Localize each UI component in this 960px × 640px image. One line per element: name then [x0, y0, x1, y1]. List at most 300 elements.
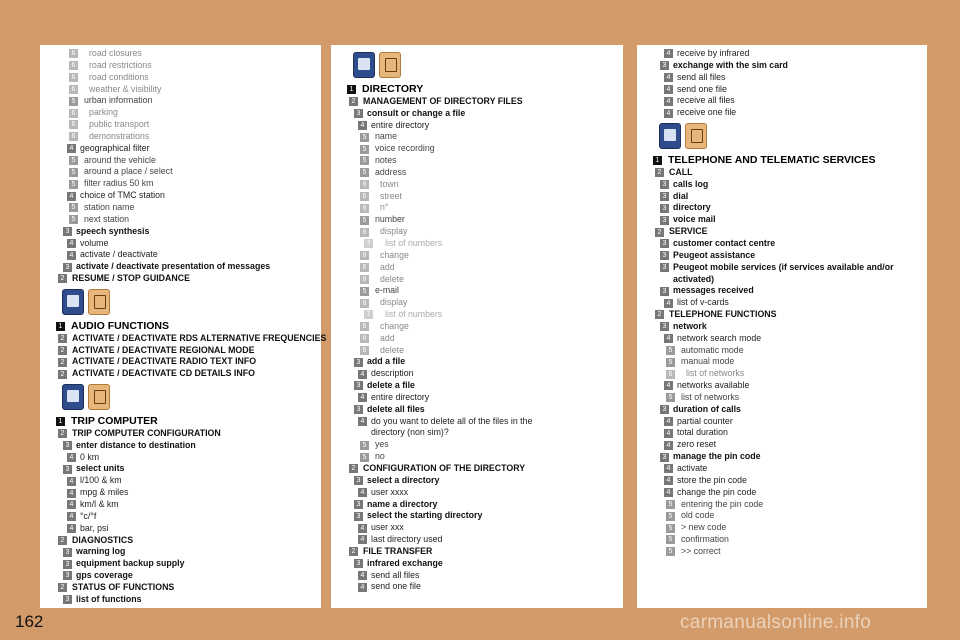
level-badge: 6: [360, 180, 369, 189]
level-badge: 3: [354, 512, 363, 521]
function-icon: [685, 123, 707, 149]
menu-item-level-4: [637, 72, 927, 84]
menu-item-level-2: [40, 582, 321, 594]
menu-item-level-4: [637, 463, 927, 475]
menu-item-level-3: [637, 191, 927, 203]
menu-item-label: infrared exchange: [367, 557, 443, 568]
level-badge: 1: [653, 156, 662, 165]
menu-item-level-3: [40, 261, 321, 273]
level-badge: 6: [69, 85, 78, 94]
menu-item-level-6: [331, 226, 623, 238]
menu-item-level-2: [331, 463, 623, 475]
menu-item-label: weather & visibility: [89, 83, 162, 94]
function-icon: [88, 384, 110, 410]
menu-item-level-5: [637, 510, 927, 522]
menu-item-level-6: [40, 60, 321, 72]
menu-item-level-3: [331, 499, 623, 511]
menu-item-level-6: [40, 107, 321, 119]
menu-item-label: Peugeot assistance: [673, 249, 756, 260]
menu-item-level-3: [331, 404, 623, 416]
menu-item-label: TRIP COMPUTER: [71, 415, 158, 428]
level-badge: 6: [69, 61, 78, 70]
level-badge: 6: [360, 334, 369, 343]
menu-item-label: last directory used: [371, 534, 443, 545]
level-badge: 4: [664, 109, 673, 118]
level-badge: 4: [358, 488, 367, 497]
menu-item-label: next station: [84, 213, 129, 224]
level-badge: 3: [660, 322, 669, 331]
menu-item-label: add: [380, 261, 395, 272]
menu-item-label: ACTIVATE / DEACTIVATE RDS ALTERNATIVE FREQUENCIES: [72, 332, 327, 343]
menu-item-label: store the pin code: [677, 474, 747, 485]
menu-item-label: parking: [89, 107, 118, 118]
menu-item-level-4: [40, 190, 321, 202]
level-badge: 3: [354, 500, 363, 509]
level-badge: 6: [360, 192, 369, 201]
level-badge: 5: [360, 133, 369, 142]
menu-item-level-4: [637, 333, 927, 345]
menu-item-level-3: [331, 558, 623, 570]
level-badge: 3: [63, 465, 72, 474]
level-badge: 4: [67, 453, 76, 462]
menu-item-label: select a directory: [367, 474, 440, 485]
menu-item-level-6: [331, 274, 623, 286]
menu-item-label: activated): [673, 273, 715, 284]
level-badge: 3: [660, 61, 669, 70]
menu-item-label: list of networks: [681, 391, 740, 402]
menu-item-level-4: [331, 416, 623, 428]
level-badge: 2: [655, 228, 664, 237]
menu-item-label: TELEPHONE AND TELEMATIC SERVICES: [668, 154, 876, 167]
menu-item-label: manage the pin code: [673, 451, 761, 462]
level-badge: 3: [354, 109, 363, 118]
menu-item-label: send all files: [371, 569, 420, 580]
menu-item-label: DIAGNOSTICS: [72, 534, 134, 545]
menu-item-level-7: [331, 238, 623, 250]
page-number: 162: [15, 612, 44, 631]
level-badge: 3: [63, 441, 72, 450]
level-badge: 2: [58, 536, 67, 545]
menu-item-label: exchange with the sim card: [673, 59, 788, 70]
level-badge: 3: [660, 263, 669, 272]
menu-item-level-4: [331, 392, 623, 404]
menu-item-label: list of v-cards: [677, 297, 729, 308]
menu-item-label: change the pin code: [677, 486, 757, 497]
level-badge: 3: [354, 405, 363, 414]
menu-item-level-3: [331, 108, 623, 120]
menu-item-level-1: [40, 321, 321, 333]
menu-item-label: Peugeot mobile services (if services available and/or: [673, 261, 894, 272]
level-badge: 4: [67, 144, 76, 153]
menu-item-label: SERVICE: [669, 226, 708, 237]
menu-item-label: CONFIGURATION OF THE DIRECTORY: [363, 463, 526, 473]
level-badge: 5: [69, 215, 78, 224]
menu-item-label: >> correct: [681, 545, 721, 556]
menu-item-label: manual mode: [681, 356, 735, 367]
level-badge: 2: [58, 583, 67, 592]
menu-item-label: directory: [673, 202, 711, 213]
level-badge: 6: [360, 251, 369, 260]
menu-item-label: activate / deactivate presentation of messages: [76, 261, 271, 272]
menu-item-level-6: [331, 345, 623, 357]
menu-item-label: demonstrations: [89, 130, 150, 141]
menu-item-label: road conditions: [89, 71, 149, 82]
level-badge: 2: [58, 274, 67, 283]
menu-item-level-4: [40, 249, 321, 261]
level-badge: 4: [67, 500, 76, 509]
screen-icon: [62, 384, 84, 410]
level-badge: 2: [655, 168, 664, 177]
level-badge: 5: [360, 145, 369, 154]
level-badge: 2: [349, 547, 358, 556]
menu-item-label: dial: [673, 190, 689, 201]
menu-item-label: °c/°f: [80, 510, 97, 521]
level-badge: 5: [360, 168, 369, 177]
menu-item-level-6: [40, 84, 321, 96]
menu-item-level-6: [331, 250, 623, 262]
level-badge: 6: [360, 263, 369, 272]
screen-icon: [62, 289, 84, 315]
level-badge: 6: [360, 228, 369, 237]
menu-item-level-4: [40, 238, 321, 250]
level-badge: 4: [67, 489, 76, 498]
menu-item-level-4: [637, 416, 927, 428]
menu-item-label: CALL: [669, 166, 693, 177]
menu-item-label: km/l & km: [80, 499, 119, 509]
level-badge: 3: [63, 571, 72, 580]
menu-item-level-5: [40, 155, 321, 167]
menu-item-label: display: [380, 297, 408, 308]
menu-item-level-4: [637, 487, 927, 499]
menu-item-level-3: [331, 475, 623, 487]
menu-item-level-6: [40, 119, 321, 131]
menu-item-label: networks available: [677, 380, 750, 391]
menu-item-level-4: [637, 380, 927, 392]
menu-item-level-5: [40, 202, 321, 214]
watermark: carmanualsonline.info: [680, 612, 872, 633]
menu-item-label: 0 km: [80, 451, 100, 462]
menu-item-level-2: [637, 226, 927, 238]
menu-item-level-2: [40, 356, 321, 368]
menu-item-level-5: [40, 166, 321, 178]
level-badge: 6: [69, 49, 78, 58]
menu-item-level-5: [40, 214, 321, 226]
menu-item-label: l/100 & km: [80, 475, 122, 486]
menu-item-level-4: [331, 487, 623, 499]
level-badge: 2: [349, 464, 358, 473]
menu-item-label: change: [380, 249, 409, 260]
level-badge: 4: [664, 417, 673, 426]
screen-icon: [353, 52, 375, 78]
menu-item-label: FILE TRANSFER: [363, 545, 433, 556]
menu-item-level-6: [331, 321, 623, 333]
screen-icon: [659, 123, 681, 149]
menu-item-level-4: [331, 581, 623, 593]
menu-item-label: no: [375, 451, 385, 462]
menu-item-label: calls log: [673, 178, 709, 189]
menu-item-label: ACTIVATE / DEACTIVATE RADIO TEXT INFO: [72, 356, 257, 367]
level-badge: 6: [69, 120, 78, 129]
menu-item-label: activate / deactivate: [80, 249, 158, 260]
menu-item-level-3: [40, 463, 321, 475]
level-badge: 6: [666, 370, 675, 379]
level-badge: 5: [360, 453, 369, 462]
level-badge: 3: [660, 405, 669, 414]
level-badge: 2: [58, 370, 67, 379]
menu-item-level-4: [637, 297, 927, 309]
menu-item-level-5: [637, 392, 927, 404]
level-badge: 5: [666, 547, 675, 556]
level-badge: 7: [364, 310, 373, 319]
level-badge: 3: [354, 476, 363, 485]
menu-item-label: geographical filter: [80, 142, 150, 153]
menu-item-label: list of numbers: [385, 309, 443, 320]
menu-item-label: network search mode: [677, 332, 762, 343]
level-badge: 5: [666, 524, 675, 533]
menu-item-label: select units: [76, 463, 125, 474]
level-badge: 4: [358, 393, 367, 402]
menu-item-label: partial counter: [677, 415, 733, 426]
section-icons: [331, 48, 623, 84]
level-badge: 3: [660, 287, 669, 296]
menu-item-level-2: [331, 96, 623, 108]
menu-item-level-5: [637, 345, 927, 357]
menu-item-label: TRIP COMPUTER CONFIGURATION: [72, 427, 221, 438]
menu-item-level-4: [40, 487, 321, 499]
menu-item-level-3: [40, 570, 321, 582]
level-badge: 4: [664, 299, 673, 308]
menu-item-level-5: [40, 178, 321, 190]
menu-item-label: STATUS OF FUNCTIONS: [72, 581, 175, 592]
menu-item-label: town: [380, 178, 399, 189]
menu-item-level-4: [637, 427, 927, 439]
menu-item-level-4: [40, 143, 321, 155]
menu-item-label: TELEPHONE FUNCTIONS: [669, 309, 777, 320]
menu-item-level-3: [40, 546, 321, 558]
menu-item-level-5: [40, 95, 321, 107]
level-badge: 3: [354, 381, 363, 390]
menu-item-label: user xxxx: [371, 486, 409, 497]
menu-item-level-3: [637, 60, 927, 72]
menu-item-level-5: [331, 439, 623, 451]
menu-item-level-6: [331, 333, 623, 345]
menu-item-label: choice of TMC station: [80, 190, 165, 201]
menu-item-label: customer contact centre: [673, 237, 776, 248]
level-badge: 5: [69, 203, 78, 212]
menu-item-level-3: [637, 238, 927, 250]
level-badge: 4: [358, 370, 367, 379]
level-badge: 5: [666, 358, 675, 367]
level-badge: 4: [664, 73, 673, 82]
menu-item-level-5: [331, 131, 623, 143]
menu-item-level-4: [637, 48, 927, 60]
menu-item-level-4: [331, 534, 623, 546]
menu-item-label: volume: [80, 237, 109, 248]
level-badge: 3: [660, 216, 669, 225]
menu-item-label: list of networks: [686, 368, 745, 379]
level-badge: 3: [660, 239, 669, 248]
menu-item-label: user xxx: [371, 522, 404, 533]
menu-item-level-4: [331, 427, 623, 439]
level-badge: 4: [664, 85, 673, 94]
menu-item-level-3: [637, 451, 927, 463]
menu-item-level-6: [331, 202, 623, 214]
menu-item-label: entire directory: [371, 119, 430, 130]
level-badge: 2: [58, 358, 67, 367]
menu-item-label: description: [371, 368, 414, 379]
level-badge: 3: [63, 263, 72, 272]
level-badge: 4: [358, 583, 367, 592]
menu-item-level-6: [331, 297, 623, 309]
level-badge: 4: [664, 49, 673, 58]
menu-item-level-3: [331, 510, 623, 522]
level-badge: 5: [666, 535, 675, 544]
level-badge: 3: [660, 204, 669, 213]
level-badge: 3: [63, 548, 72, 557]
menu-item-level-3: [637, 214, 927, 226]
menu-item-level-7: [331, 309, 623, 321]
menu-item-level-6: [331, 179, 623, 191]
menu-item-label: address: [375, 166, 407, 177]
menu-item-label: DIRECTORY: [362, 83, 424, 95]
level-badge: 5: [69, 168, 78, 177]
menu-item-label: total duration: [677, 427, 728, 438]
menu-item-label: zero reset: [677, 439, 717, 450]
menu-item-label: delete: [380, 273, 404, 284]
menu-item-label: filter radius 50 km: [84, 178, 154, 189]
menu-item-level-6: [40, 131, 321, 143]
menu-item-label: display: [380, 226, 408, 237]
level-badge: 4: [664, 429, 673, 438]
level-badge: 4: [664, 334, 673, 343]
menu-item-label: equipment backup supply: [76, 558, 185, 569]
menu-item-level-6: [637, 368, 927, 380]
level-badge: 5: [360, 441, 369, 450]
menu-item-label: old code: [681, 510, 715, 521]
menu-item-label: station name: [84, 201, 135, 212]
menu-item-label: list of functions: [76, 593, 142, 604]
level-badge: 1: [347, 85, 356, 94]
menu-item-level-4: [40, 475, 321, 487]
menu-item-level-4: [637, 95, 927, 107]
level-badge: 5: [69, 97, 78, 106]
menu-item-level-6: [331, 262, 623, 274]
menu-item-level-3: [331, 356, 623, 368]
menu-item-label: ACTIVATE / DEACTIVATE REGIONAL MODE: [72, 344, 255, 355]
menu-item-level-3: [40, 558, 321, 570]
menu-item-label: delete all files: [367, 403, 425, 414]
level-badge: 1: [56, 322, 65, 331]
level-badge: 6: [360, 346, 369, 355]
menu-item-label: voice mail: [673, 214, 716, 225]
menu-item-label: number: [375, 214, 405, 225]
menu-item-label: around a place / select: [84, 166, 173, 177]
menu-item-level-4: [637, 475, 927, 487]
menu-item-level-4: [637, 107, 927, 119]
level-badge: 4: [67, 512, 76, 521]
level-badge: 3: [63, 560, 72, 569]
menu-item-label: road closures: [89, 48, 142, 58]
menu-item-label: send one file: [371, 581, 421, 592]
menu-item-level-5: [637, 546, 927, 558]
menu-item-label: e-mail: [375, 285, 399, 296]
menu-item-level-2: [637, 309, 927, 321]
level-badge: 3: [660, 192, 669, 201]
menu-item-level-1: [331, 84, 623, 96]
menu-item-level-2: [331, 546, 623, 558]
level-badge: 3: [660, 453, 669, 462]
level-badge: 4: [664, 441, 673, 450]
menu-item-level-5: [331, 143, 623, 155]
menu-item-label: receive all files: [677, 95, 735, 106]
menu-item-level-4: [40, 511, 321, 523]
menu-item-label: AUDIO FUNCTIONS: [71, 319, 169, 332]
level-badge: 4: [67, 251, 76, 260]
menu-item-label: list of numbers: [385, 237, 443, 248]
menu-item-level-3: [637, 262, 927, 274]
menu-item-level-4: [637, 439, 927, 451]
menu-item-label: public transport: [89, 119, 150, 130]
level-badge: 3: [354, 358, 363, 367]
level-badge: 6: [69, 132, 78, 141]
menu-item-level-5: [331, 155, 623, 167]
level-badge: 2: [655, 310, 664, 319]
menu-item-label: name: [375, 131, 398, 142]
level-badge: 4: [358, 571, 367, 580]
level-badge: 5: [666, 393, 675, 402]
level-badge: 5: [360, 156, 369, 165]
level-badge: 6: [69, 109, 78, 118]
level-badge: 4: [358, 121, 367, 130]
menu-item-label: change: [380, 320, 409, 331]
level-badge: 2: [58, 429, 67, 438]
menu-item-level-2: [637, 167, 927, 179]
level-badge: 6: [360, 322, 369, 331]
menu-item-label: warning log: [76, 546, 126, 557]
menu-item-level-2: [40, 345, 321, 357]
menu-item-label: mpg & miles: [80, 487, 129, 498]
menu-item-level-2: [40, 428, 321, 440]
level-badge: 4: [358, 535, 367, 544]
section-icons: [40, 380, 321, 416]
level-badge: 5: [69, 156, 78, 165]
level-badge: 4: [358, 417, 367, 426]
level-badge: 5: [666, 500, 675, 509]
menu-item-label: receive one file: [677, 107, 737, 118]
level-badge: 4: [67, 524, 76, 533]
level-badge: 4: [664, 381, 673, 390]
menu-item-level-5: [637, 522, 927, 534]
menu-item-level-3: [637, 285, 927, 297]
menu-item-level-5: [637, 499, 927, 511]
level-badge: 7: [364, 239, 373, 248]
menu-item-label: n°: [380, 202, 389, 213]
menu-item-level-6: [331, 191, 623, 203]
menu-panel-middle: [331, 45, 623, 608]
level-badge: 2: [349, 97, 358, 106]
menu-item-level-3: [637, 179, 927, 191]
menu-item-level-1: [637, 155, 927, 167]
level-badge: 6: [69, 73, 78, 82]
menu-item-label: yes: [375, 439, 389, 450]
section-icons: [40, 285, 321, 321]
menu-item-label: duration of calls: [673, 403, 741, 414]
menu-item-level-3: [637, 202, 927, 214]
level-badge: 4: [358, 524, 367, 533]
menu-item-level-3: [637, 404, 927, 416]
level-badge: 3: [660, 251, 669, 260]
menu-item-label: gps coverage: [76, 570, 133, 581]
